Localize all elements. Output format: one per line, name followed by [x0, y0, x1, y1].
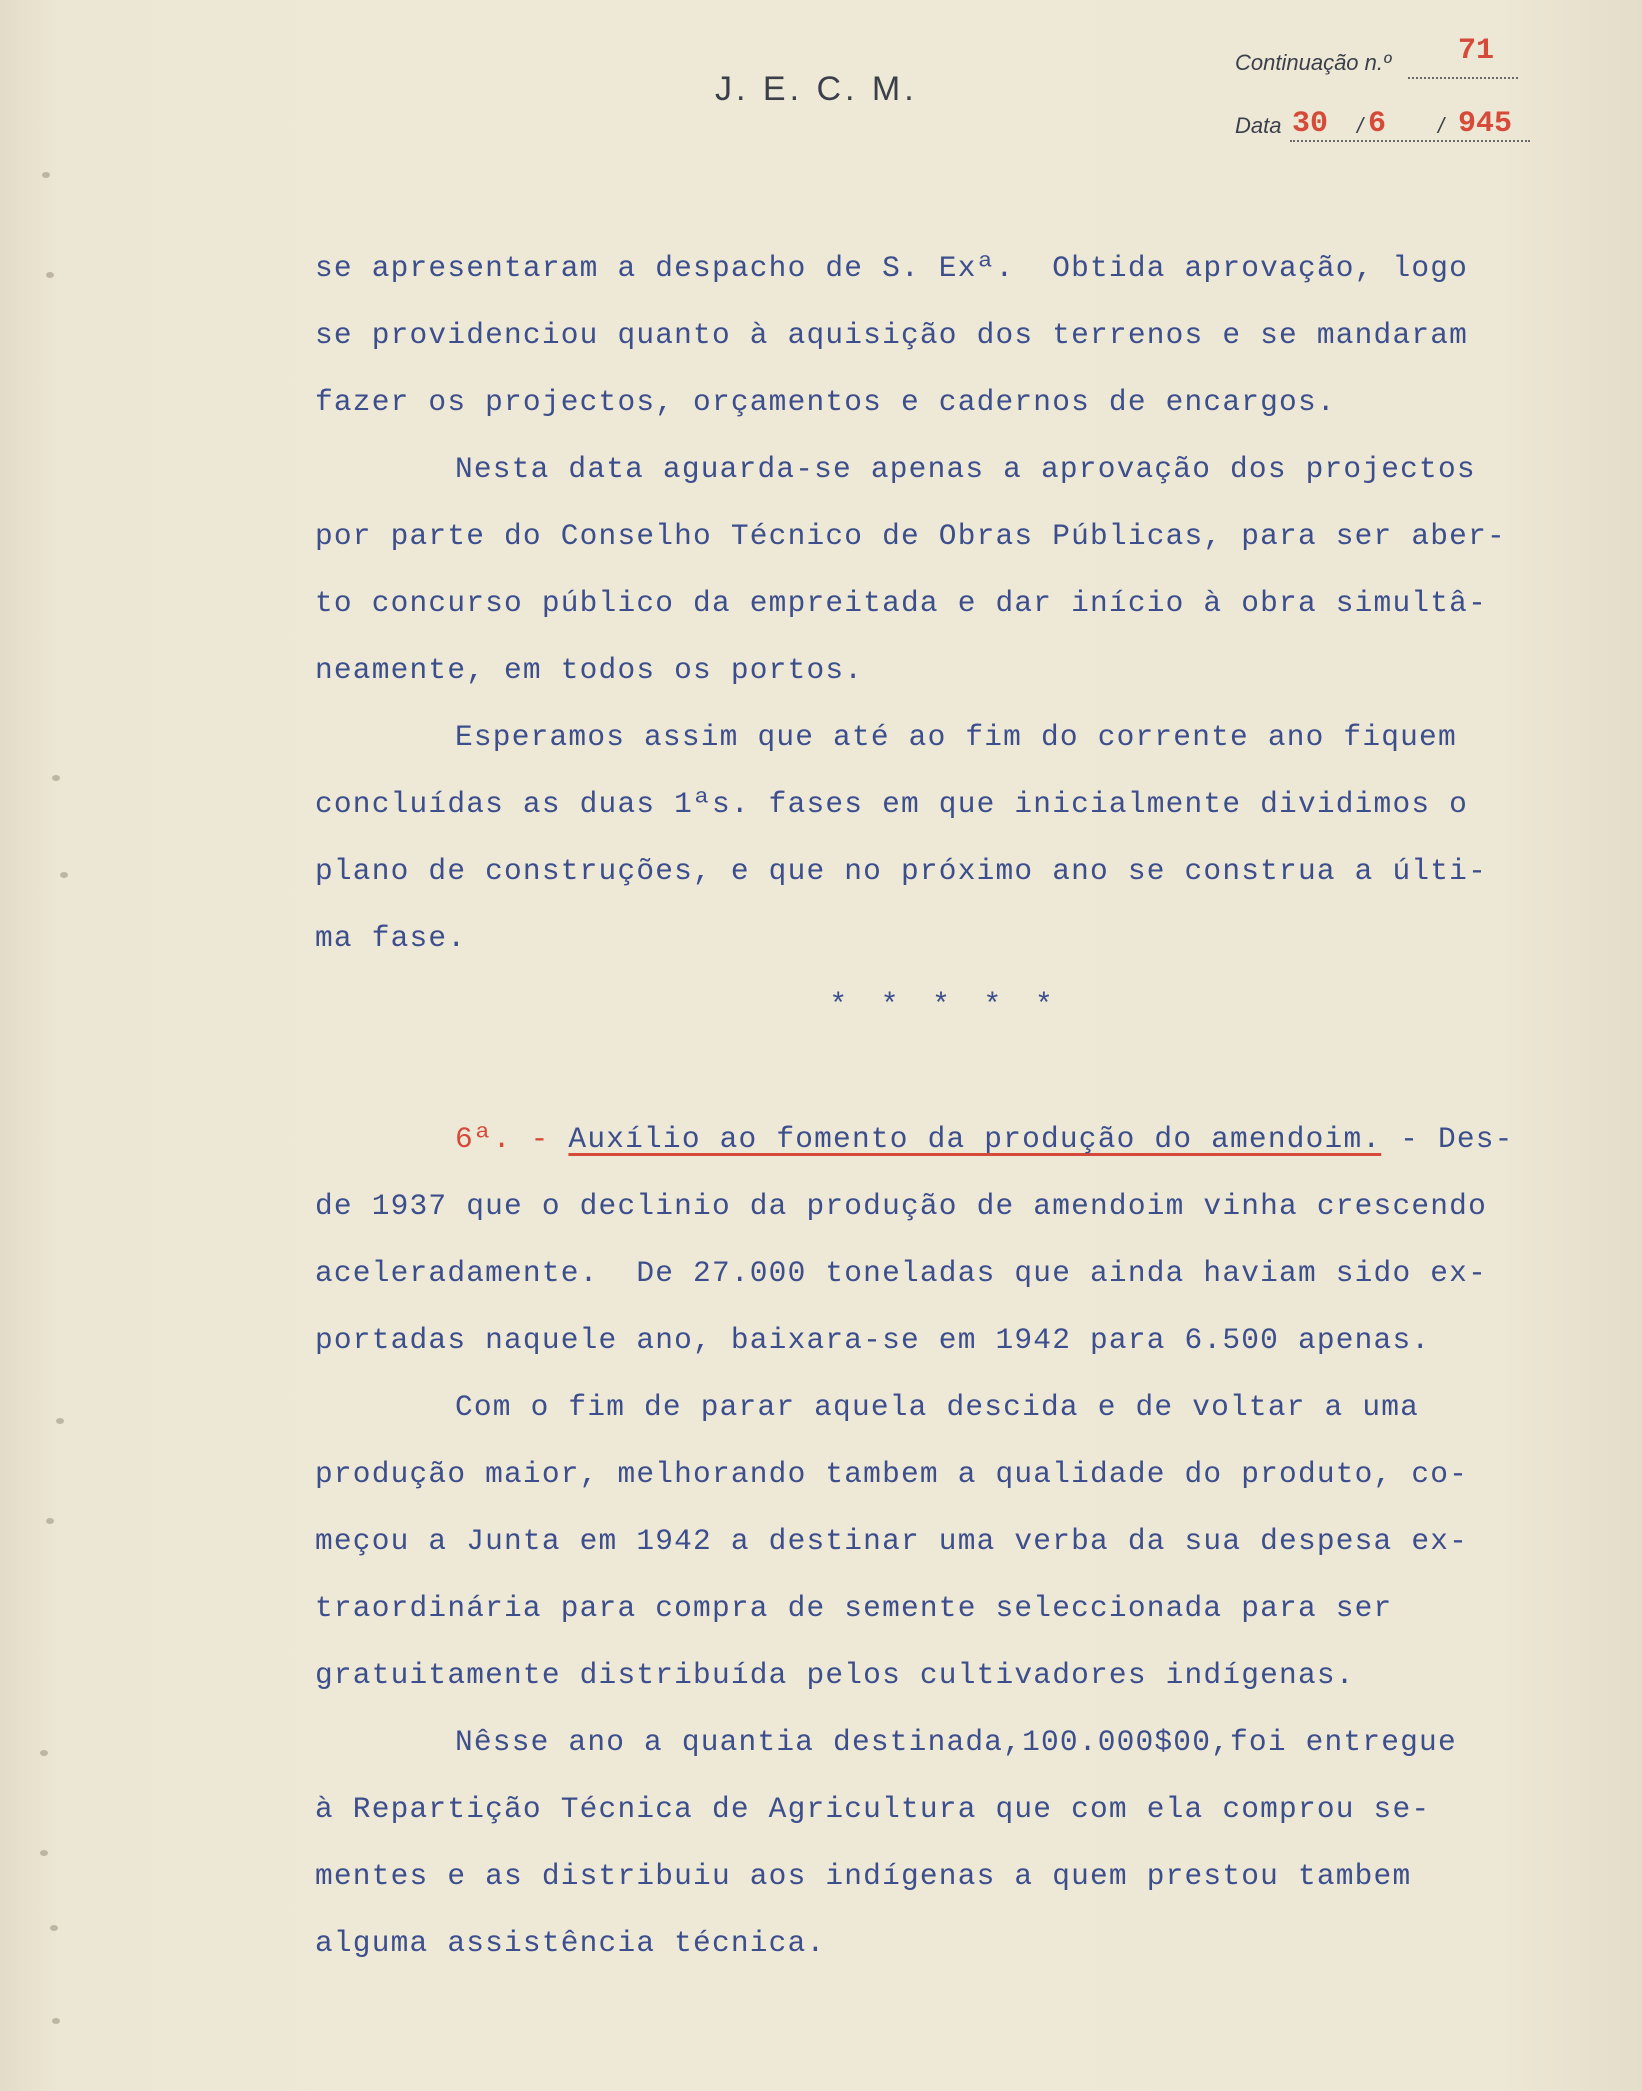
section-heading-tail: - Des-	[1400, 1122, 1514, 1156]
date-label: Data	[1235, 113, 1282, 138]
text-line: to concurso público da empreitada e dar início à obra simultâ-	[315, 586, 1487, 620]
text-line: aceleradamente. De 27.000 toneladas que ainda haviam sido ex-	[315, 1256, 1487, 1290]
continuation-dotted-line	[1408, 77, 1518, 79]
text-line: alguma assistência técnica.	[315, 1926, 826, 1960]
text-line: plano de construções, e que no próximo ano se construa a últi-	[315, 854, 1487, 888]
section-heading-line	[315, 1106, 1575, 1173]
section-number: 6ª. -	[455, 1122, 550, 1156]
date-separator: /	[1357, 113, 1364, 138]
text-line: mentes e as distribuiu aos indígenas a quem prestou tambem	[315, 1859, 1412, 1893]
date-separator: /	[1438, 113, 1445, 138]
text-line: concluídas as duas 1ªs. fases em que inicialmente dividimos o	[315, 787, 1469, 821]
text-line: à Repartição Técnica de Agricultura que com ela comprou se-	[315, 1792, 1431, 1826]
text-line: Nesta data aguarda-se apenas a aprovação dos projectos	[455, 452, 1476, 486]
continuation-label: Continuação n.º	[1235, 50, 1392, 75]
text-line: meçou a Junta em 1942 a destinar uma verba da sua despesa ex-	[315, 1524, 1469, 1558]
date-month: 6	[1368, 107, 1387, 141]
text-line: neamente, em todos os portos.	[315, 653, 864, 687]
text-line: Nêsse ano a quantia destinada,100.000$00,foi entregue	[455, 1725, 1457, 1759]
text-line: por parte do Conselho Técnico de Obras Públicas, para ser aber-	[315, 519, 1506, 553]
blank-line	[315, 1039, 1575, 1106]
text-line: ma fase.	[315, 921, 467, 955]
text-line: de 1937 que o declinio da produção de amendoim vinha crescendo	[315, 1189, 1487, 1223]
text-line: se providenciou quanto à aquisição dos terrenos e se mandaram	[315, 318, 1469, 352]
document-header-title: J. E. C. M.	[715, 70, 918, 108]
document-body	[315, 235, 1575, 1977]
text-line: produção maior, melhorando tambem a qualidade do produto, co-	[315, 1457, 1469, 1491]
continuation-number: 71	[1458, 34, 1495, 68]
text-line: Esperamos assim que até ao fim do corrente ano fiquem	[455, 720, 1457, 754]
text-line: se apresentaram a despacho de S. Exª. Obtida aprovação, logo	[315, 251, 1469, 285]
text-line: Com o fim de parar aquela descida e de voltar a uma	[455, 1390, 1420, 1424]
text-line: fazer os projectos, orçamentos e cadernos de encargos.	[315, 385, 1336, 419]
text-line: traordinária para compra de semente seleccionada para ser	[315, 1591, 1393, 1625]
text-line: portadas naquele ano, baixara-se em 1942 para 6.500 apenas.	[315, 1323, 1431, 1357]
text-line: gratuitamente distribuída pelos cultivadores indígenas.	[315, 1658, 1355, 1692]
date-year: 945	[1458, 107, 1513, 141]
section-separator-stars: * * * * *	[829, 988, 1061, 1022]
date-day: 30	[1292, 107, 1329, 141]
section-title: Auxílio ao fomento da produção do amendoim.	[568, 1122, 1382, 1156]
